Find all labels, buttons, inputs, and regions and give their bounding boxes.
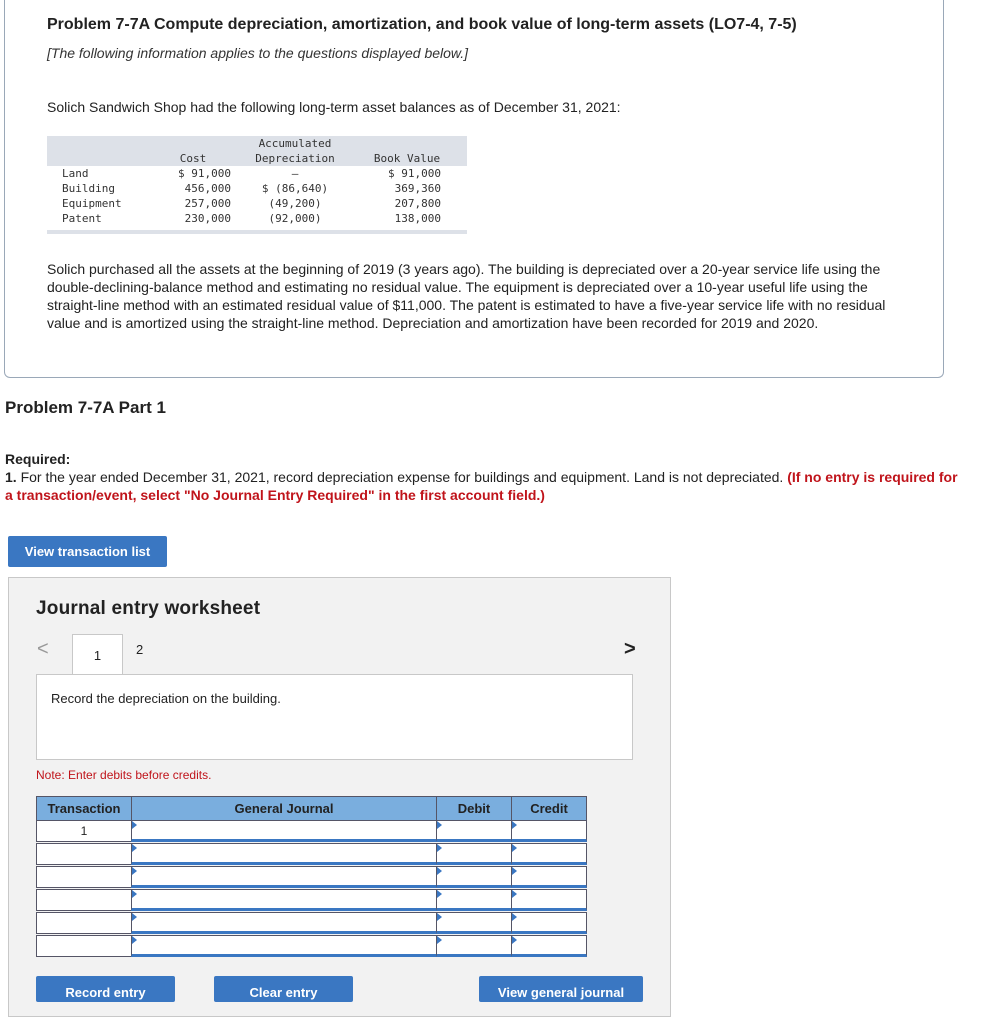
header-book-value: Book Value bbox=[373, 152, 441, 165]
debit-field[interactable] bbox=[436, 889, 512, 911]
journal-entry-worksheet bbox=[8, 577, 671, 1017]
account-field[interactable] bbox=[131, 820, 437, 842]
asset-name: Land bbox=[62, 167, 89, 180]
asset-accum-dep: $ (86,640) bbox=[261, 182, 329, 195]
credit-field[interactable] bbox=[511, 843, 587, 865]
worksheet-tab-2[interactable]: 2 bbox=[136, 642, 144, 657]
asset-book-value: 138,000 bbox=[394, 212, 441, 225]
record-entry-button[interactable]: Record entry bbox=[36, 976, 175, 1002]
problem-title: Problem 7-7A Compute depreciation, amortization, and book value of long-term assets (LO7-4, 7-5) bbox=[47, 16, 797, 33]
account-field[interactable] bbox=[131, 889, 437, 911]
column-credit: Credit bbox=[511, 796, 587, 821]
asset-accum-dep: (49,200) bbox=[268, 197, 322, 210]
problem-intro: Solich Sandwich Shop had the following long-term asset balances as of December 31, 2021: bbox=[47, 99, 621, 115]
required-number: 1. bbox=[5, 469, 17, 485]
transaction-cell: 1 bbox=[36, 820, 132, 842]
credit-field[interactable] bbox=[511, 820, 587, 842]
transaction-cell bbox=[36, 889, 132, 911]
worksheet-tab-1[interactable]: 1 bbox=[72, 634, 123, 676]
required-note: (If no entry is required for a transaction/event, select "No Journal Entry Required" in the first account field.) bbox=[5, 469, 958, 503]
transaction-cell bbox=[36, 843, 132, 865]
view-general-journal-button[interactable]: View general journal bbox=[479, 976, 643, 1002]
entry-description-box bbox=[36, 674, 633, 760]
debit-field[interactable] bbox=[436, 935, 512, 957]
asset-accum-dep: – bbox=[291, 167, 299, 180]
problem-subtitle: [The following information applies to the questions displayed below.] bbox=[47, 45, 469, 61]
asset-name: Equipment bbox=[62, 197, 122, 210]
column-debit: Debit bbox=[436, 796, 512, 821]
table-row bbox=[47, 166, 467, 181]
table-row bbox=[47, 211, 467, 226]
clear-entry-button[interactable]: Clear entry bbox=[214, 976, 353, 1002]
column-general-journal: General Journal bbox=[131, 796, 437, 821]
account-field[interactable] bbox=[131, 912, 437, 934]
asset-name: Patent bbox=[62, 212, 102, 225]
credit-field[interactable] bbox=[511, 889, 587, 911]
previous-arrow-icon[interactable]: < bbox=[37, 638, 49, 660]
asset-accum-dep: (92,000) bbox=[268, 212, 322, 225]
debit-field[interactable] bbox=[436, 820, 512, 842]
asset-book-value: 207,800 bbox=[394, 197, 441, 210]
account-field[interactable] bbox=[131, 866, 437, 888]
column-transaction: Transaction bbox=[36, 796, 132, 821]
required-instructions bbox=[5, 450, 965, 504]
problem-narrative: Solich purchased all the assets at the beginning of 2019 (3 years ago). The building is depreciated over a 20-year service life using the double-declining-balance method and estimating no residual value. The equipment is depreciated over a 10-year useful life using the straight-line method with an estimated residual value of $11,000. The patent is estimated to have a five-year service life with no residual value and is amortized using the straight-line method. Depreciation and amortization have been recorded for 2019 and 2020. bbox=[47, 261, 886, 331]
entry-description: Record the depreciation on the building. bbox=[51, 691, 281, 706]
asset-book-value: $ 91,000 bbox=[388, 167, 441, 180]
worksheet-title: Journal entry worksheet bbox=[36, 598, 261, 619]
asset-cost: $ 91,000 bbox=[178, 167, 231, 180]
transaction-cell bbox=[36, 912, 132, 934]
transaction-cell bbox=[36, 935, 132, 957]
credit-field[interactable] bbox=[511, 935, 587, 957]
table-bottom-rule bbox=[47, 230, 467, 234]
view-transaction-list-button[interactable]: View transaction list bbox=[8, 536, 167, 567]
required-text: For the year ended December 31, 2021, record depreciation expense for buildings and equipment. Land is not depreciated. bbox=[16, 469, 788, 485]
transaction-cell bbox=[36, 866, 132, 888]
asset-book-value: 369,360 bbox=[394, 182, 441, 195]
header-cost: Cost bbox=[179, 152, 207, 165]
header-accumulated: Accumulated bbox=[258, 137, 332, 150]
asset-cost: 456,000 bbox=[184, 182, 231, 195]
required-label: Required: bbox=[5, 451, 71, 467]
debit-field[interactable] bbox=[436, 912, 512, 934]
account-field[interactable] bbox=[131, 843, 437, 865]
debit-credit-note: Note: Enter debits before credits. bbox=[36, 768, 212, 782]
asset-cost: 230,000 bbox=[184, 212, 231, 225]
asset-balance-table bbox=[47, 136, 467, 234]
credit-field[interactable] bbox=[511, 866, 587, 888]
asset-name: Building bbox=[62, 182, 115, 195]
credit-field[interactable] bbox=[511, 912, 587, 934]
debit-field[interactable] bbox=[436, 843, 512, 865]
table-row bbox=[47, 196, 467, 211]
table-row bbox=[47, 181, 467, 196]
asset-table-header bbox=[47, 136, 467, 166]
account-field[interactable] bbox=[131, 935, 437, 957]
header-depreciation: Depreciation bbox=[255, 152, 335, 165]
debit-field[interactable] bbox=[436, 866, 512, 888]
next-arrow-icon[interactable]: > bbox=[624, 638, 636, 660]
part-title: Problem 7-7A Part 1 bbox=[5, 398, 166, 417]
asset-cost: 257,000 bbox=[184, 197, 231, 210]
